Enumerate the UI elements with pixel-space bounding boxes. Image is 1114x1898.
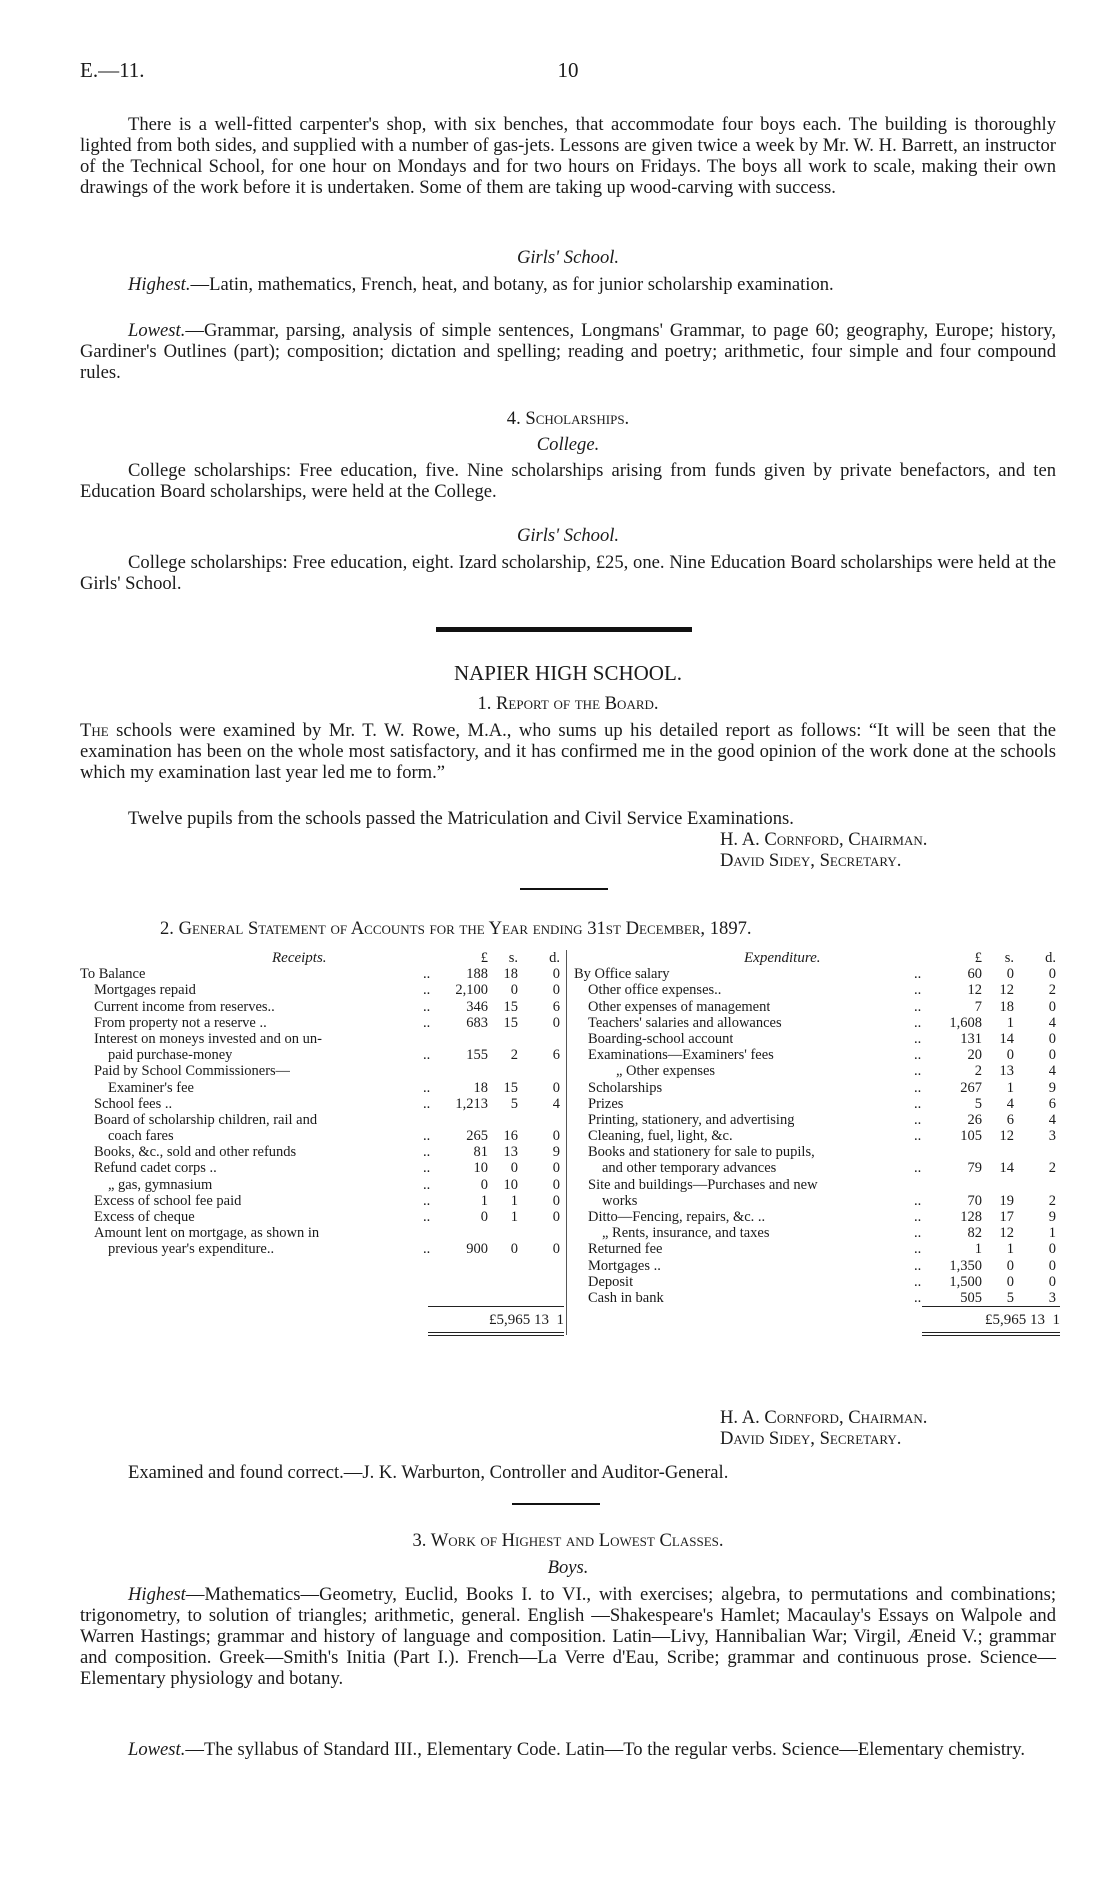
scholarships-heading: 4. Scholarships. — [506, 408, 630, 429]
receipts-row-pounds: 265 — [466, 1128, 488, 1145]
expenditure-row-pounds: 79 — [967, 1160, 982, 1177]
receipts-row — [80, 1209, 560, 1225]
receipts-row — [80, 1225, 560, 1241]
expenditure-row-label: Examinations—Examiners' fees — [588, 1047, 774, 1064]
twelve-pupils-paragraph: Twelve pupils from the schools passed the Matriculation and Civil Service Examinations. — [128, 808, 794, 829]
expenditure-row-leader: .. — [914, 1225, 922, 1242]
receipts-row-pence: 0 — [552, 1241, 560, 1258]
expenditure-row-pence: 0 — [1048, 1273, 1056, 1290]
receipts-row — [80, 1193, 560, 1209]
secretary-signature-2: David Sidey, Secretary. — [720, 1428, 902, 1449]
expenditure-row — [574, 1193, 1058, 1209]
lowest-label-2: Lowest. — [128, 1739, 186, 1760]
expenditure-row — [574, 1128, 1058, 1144]
expenditure-row-pence: 4 — [1048, 1063, 1056, 1080]
expenditure-row-label: „ Other expenses — [616, 1063, 716, 1080]
expenditure-row-pounds: 1,350 — [949, 1257, 982, 1274]
expenditure-row-leader: .. — [914, 1047, 922, 1064]
receipts-row — [80, 1112, 560, 1128]
highest-label-2: Highest — [128, 1584, 186, 1605]
expenditure-row-shillings: 12 — [999, 1225, 1014, 1242]
receipts-row-label: paid purchase-money — [108, 1047, 233, 1064]
expenditure-row-leader: .. — [914, 982, 922, 999]
expenditure-row-leader: .. — [914, 1289, 922, 1306]
expenditure-row-pounds: 70 — [967, 1192, 982, 1209]
receipts-row-leader: .. — [423, 1176, 431, 1193]
receipts-row — [80, 1031, 560, 1047]
receipts-row-leader: .. — [423, 966, 431, 983]
expenditure-row — [574, 1241, 1058, 1257]
receipts-row-label: Excess of school fee paid — [94, 1192, 242, 1209]
receipts-row-leader: .. — [423, 1192, 431, 1209]
expenditure-row-leader: .. — [914, 1030, 922, 1047]
receipts-heading: Receipts. — [272, 950, 327, 966]
expenditure-total-rule — [922, 1306, 1060, 1307]
expenditure-row-label: Ditto—Fencing, repairs, &c. .. — [588, 1209, 766, 1225]
work-heading: 3. Work of Highest and Lowest Classes. — [412, 1530, 724, 1551]
receipts-heading-row — [80, 950, 560, 966]
expenditure-row-leader: .. — [914, 1014, 922, 1031]
expenditure-row-leader: .. — [914, 966, 922, 983]
lowest-text: —Grammar, parsing, analysis of simple sentences, Longmans' Grammar, to page 60; geography, Europe; history, Gardiner's Outlines (part); composition; dictation and spelling; reading and poetry; arithmetic, four simple and four compound rules. — [80, 320, 1056, 383]
expenditure-row-pence: 2 — [1048, 982, 1056, 999]
expenditure-col-pounds: £ — [974, 950, 982, 966]
expenditure-row — [574, 1080, 1058, 1096]
expenditure-row-pence: 4 — [1048, 1111, 1056, 1128]
secretary-signature: David Sidey, Secretary. — [720, 850, 902, 871]
expenditure-row-pence: 2 — [1048, 1192, 1056, 1209]
receipts-row-label: Mortgages repaid — [94, 982, 196, 999]
page-code: E.—11. — [80, 58, 145, 82]
expenditure-row-shillings: 13 — [999, 1063, 1014, 1080]
expenditure-row-pounds: 505 — [960, 1289, 982, 1306]
receipts-row — [80, 982, 560, 998]
expenditure-row-shillings: 0 — [1006, 1273, 1014, 1290]
expenditure-row-pounds: 5 — [974, 1095, 982, 1112]
expenditure-total: £5,965 13 1 — [985, 1312, 1060, 1328]
accounts-heading-text: 2. General Statement of Accounts for the Year ending 31st December, 1897. — [160, 918, 752, 939]
expenditure-row-leader: .. — [914, 1257, 922, 1274]
receipts-row — [80, 966, 560, 982]
expenditure-row-pence: 0 — [1048, 1030, 1056, 1047]
expenditure-row — [574, 1144, 1058, 1160]
expenditure-row-shillings: 1 — [1006, 1079, 1014, 1096]
receipts-row-shillings: 5 — [510, 1095, 518, 1112]
receipts-row — [80, 1160, 560, 1176]
expenditure-row-label: works — [602, 1192, 638, 1209]
receipts-total-rule — [428, 1306, 564, 1307]
expenditure-row — [574, 1031, 1058, 1047]
receipts-row-shillings: 15 — [503, 1014, 518, 1031]
expenditure-row-pence: 4 — [1048, 1014, 1056, 1031]
expenditure-row-label: Boarding-school account — [588, 1030, 734, 1047]
receipts-table — [80, 950, 564, 1328]
receipts-row-label: To Balance — [80, 966, 146, 983]
expenditure-row-shillings: 0 — [1006, 1257, 1014, 1274]
receipts-row-pounds: 10 — [473, 1160, 488, 1177]
expenditure-total-double-rule — [922, 1335, 1060, 1336]
expenditure-row-pence: 9 — [1048, 1079, 1056, 1096]
table-divider — [566, 950, 567, 1335]
expenditure-row — [574, 966, 1058, 982]
expenditure-row-pounds: 1 — [974, 1241, 982, 1258]
receipts-row-pounds: 0 — [480, 1176, 488, 1193]
expenditure-row — [574, 1258, 1058, 1274]
expenditure-row-label: Cleaning, fuel, light, &c. — [588, 1128, 733, 1145]
receipts-row-pence: 0 — [552, 1128, 560, 1145]
expenditure-row-label: Returned fee — [588, 1241, 663, 1258]
expenditure-row-label: Prizes — [588, 1095, 624, 1112]
expenditure-row-pounds: 26 — [967, 1111, 982, 1128]
expenditure-heading-row — [574, 950, 1058, 966]
receipts-col-shillings: s. — [508, 950, 518, 966]
highest-label: Highest. — [128, 274, 191, 295]
expenditure-row-pence: 0 — [1048, 1241, 1056, 1258]
college-scholarships-paragraph: College scholarships: Free education, five. Nine scholarships arising from funds given by private benefactors, and ten Education Board scholarships, were held at the College. — [80, 460, 1056, 502]
expenditure-row-pounds: 105 — [960, 1128, 982, 1145]
receipts-row-pounds: 1,213 — [455, 1095, 488, 1112]
report-paragraph — [80, 720, 1056, 783]
boys-highest-paragraph — [80, 1584, 1056, 1689]
expenditure-row-shillings: 18 — [999, 998, 1014, 1015]
receipts-row-pounds: 188 — [466, 966, 488, 983]
receipts-row-leader: .. — [423, 1160, 431, 1177]
expenditure-row-label: Books and stationery for sale to pupils, — [588, 1144, 815, 1161]
receipts-row — [80, 1015, 560, 1031]
receipts-row — [80, 1241, 560, 1257]
expenditure-row-label: Deposit — [588, 1273, 634, 1290]
expenditure-row-leader: .. — [914, 998, 922, 1015]
receipts-row-leader: .. — [423, 998, 431, 1015]
receipts-row-shillings: 16 — [503, 1128, 518, 1145]
expenditure-row — [574, 1177, 1058, 1193]
expenditure-row-pounds: 60 — [967, 966, 982, 983]
expenditure-row — [574, 1015, 1058, 1031]
expenditure-row-shillings: 0 — [1006, 1047, 1014, 1064]
expenditure-row-pence: 1 — [1048, 1225, 1056, 1242]
receipts-row-shillings: 15 — [503, 998, 518, 1015]
receipts-row-pounds: 0 — [480, 1209, 488, 1225]
receipts-row-label: Interest on moneys invested and on un- — [94, 1030, 322, 1047]
expenditure-row-pounds: 82 — [967, 1225, 982, 1242]
expenditure-row-shillings: 0 — [1006, 966, 1014, 983]
receipts-row-pounds: 1 — [480, 1192, 488, 1209]
expenditure-row — [574, 1063, 1058, 1079]
expenditure-row-label: Other office expenses.. — [588, 982, 722, 999]
receipts-row-pounds: 2,100 — [455, 982, 488, 999]
expenditure-row-pence: 2 — [1048, 1160, 1056, 1177]
signature-block-1 — [720, 829, 927, 871]
receipts-row — [80, 1144, 560, 1160]
expenditure-row-leader: .. — [914, 1079, 922, 1096]
receipts-row-label: coach fares — [108, 1128, 174, 1145]
receipts-total: £5,965 13 1 — [489, 1312, 564, 1328]
receipts-row-shillings: 2 — [510, 1047, 518, 1064]
expenditure-row-leader: .. — [914, 1209, 922, 1225]
receipts-row-pence: 0 — [552, 1176, 560, 1193]
expenditure-row-leader: .. — [914, 1160, 922, 1177]
receipts-row-pounds: 81 — [473, 1144, 488, 1161]
expenditure-row-leader: .. — [914, 1128, 922, 1145]
highest-text-2: —Mathematics—Geometry, Euclid, Books I. to VI., with exercises; algebra, to permutations and combinations; trigonometry, to solution of triangles; arithmetic, general. English —Shakespeare's Hamlet; Macaulay's Essays on Walpole and Warren Hastings; grammar and history of language and composition. Latin—Livy, Hannibalian War; Virgil, Æneid V.; grammar and composition. Greek—Smith's Initia (Part I.). French—La Verre d'Eau, Scribe; grammar and continuous prose. Science—Elementary physiology and botany. — [80, 1584, 1056, 1689]
expenditure-row-leader: .. — [914, 1095, 922, 1112]
expenditure-row-label: Scholarships — [588, 1079, 663, 1096]
receipts-row — [80, 1096, 560, 1112]
signature-block-2 — [720, 1407, 927, 1449]
receipts-row-leader: .. — [423, 1144, 431, 1161]
expenditure-row-pence: 0 — [1048, 966, 1056, 983]
expenditure-row-shillings: 12 — [999, 982, 1014, 999]
expenditure-row-shillings: 14 — [999, 1030, 1014, 1047]
receipts-row-label: previous year's expenditure.. — [108, 1241, 275, 1258]
receipts-row-shillings: 0 — [510, 1160, 518, 1177]
expenditure-row-label: „ Rents, insurance, and taxes — [602, 1225, 770, 1242]
receipts-row-pence: 0 — [552, 1079, 560, 1096]
receipts-row-label: Amount lent on mortgage, as shown in — [94, 1225, 320, 1242]
receipts-row-shillings: 1 — [510, 1209, 518, 1225]
accounts-heading — [160, 918, 1060, 939]
expenditure-row-pence: 0 — [1048, 1257, 1056, 1274]
report-text: schools were examined by Mr. T. W. Rowe, M.A., who sums up his detailed report as follows: “It will be seen that the examination has been on the whole most satisfactory, and it has confirmed me in the good opinion of the work done at the schools which my examination last year led me to form.” — [80, 720, 1056, 783]
carpenter-shop-paragraph: There is a well-fitted carpenter's shop, with six benches, that accommodate four boys each. The building is thoroughly lighted from both sides, and supplied with a number of gas-jets. Lessons are given twice a week by Mr. W. H. Barrett, an instructor of the Technical School, for one hour on Mondays and for two hours on Fridays. The boys all work to scale, making their own drawings of the work before it is undertaken. Some of them are taking up wood-carving with success. — [80, 114, 1056, 198]
receipts-col-pence: d. — [549, 950, 560, 966]
expenditure-row-pounds: 1,500 — [949, 1273, 982, 1290]
lowest-text-2: —The syllabus of Standard III., Elementary Code. Latin—To the regular verbs. Science—Elementary chemistry. — [185, 1739, 1025, 1760]
expenditure-row-leader: .. — [914, 1111, 922, 1128]
receipts-row-pence: 0 — [552, 1192, 560, 1209]
expenditure-row — [574, 1209, 1058, 1225]
receipts-row-leader: .. — [423, 1047, 431, 1064]
receipts-row-shillings: 15 — [503, 1079, 518, 1096]
expenditure-row-label: By Office salary — [574, 966, 670, 983]
receipts-row — [80, 1080, 560, 1096]
girls-school-heading-2: Girls' School. — [516, 525, 620, 546]
expenditure-row — [574, 1112, 1058, 1128]
receipts-row-label: Examiner's fee — [108, 1079, 194, 1096]
expenditure-row — [574, 999, 1058, 1015]
receipts-row-label: From property not a reserve .. — [94, 1014, 267, 1031]
expenditure-row-pence: 3 — [1048, 1289, 1056, 1306]
expenditure-row-label: Mortgages .. — [588, 1257, 661, 1274]
boys-lowest-paragraph — [80, 1739, 1056, 1760]
expenditure-row — [574, 1160, 1058, 1176]
expenditure-row-pounds: 7 — [974, 998, 982, 1015]
receipts-row-label: Refund cadet corps .. — [94, 1160, 217, 1177]
expenditure-row-label: Printing, stationery, and advertising — [588, 1111, 795, 1128]
page-header — [80, 58, 1056, 88]
receipts-col-pounds: £ — [480, 950, 488, 966]
short-divider-2 — [512, 1503, 600, 1505]
expenditure-row-leader: .. — [914, 1192, 922, 1209]
expenditure-row — [574, 982, 1058, 998]
short-divider — [520, 888, 608, 890]
expenditure-row-pence: 9 — [1048, 1209, 1056, 1225]
expenditure-row-shillings: 1 — [1006, 1014, 1014, 1031]
receipts-row-label: Paid by School Commissioners— — [94, 1063, 291, 1080]
receipts-row — [80, 1047, 560, 1063]
receipts-row-shillings: 13 — [503, 1144, 518, 1161]
report-lead: The — [80, 720, 109, 741]
expenditure-row-label: Other expenses of management — [588, 998, 771, 1015]
receipts-row-pence: 6 — [552, 998, 560, 1015]
receipts-row — [80, 999, 560, 1015]
girls-lowest-paragraph — [80, 320, 1056, 383]
expenditure-row-pence: 0 — [1048, 998, 1056, 1015]
receipts-row — [80, 1177, 560, 1193]
receipts-row-pounds: 155 — [466, 1047, 488, 1064]
chairman-signature-2: H. A. Cornford, Chairman. — [720, 1407, 928, 1428]
expenditure-row-pounds: 128 — [960, 1209, 982, 1225]
receipts-row-pence: 0 — [552, 966, 560, 983]
expenditure-row-leader: .. — [914, 1273, 922, 1290]
receipts-row-pence: 0 — [552, 982, 560, 999]
receipts-row — [80, 1063, 560, 1079]
expenditure-col-pence: d. — [1045, 950, 1056, 966]
receipts-row-label: Current income from reserves.. — [94, 998, 275, 1015]
receipts-row-pence: 6 — [552, 1047, 560, 1064]
napier-title: NAPIER HIGH SCHOOL. — [453, 661, 683, 685]
expenditure-row-pounds: 2 — [974, 1063, 982, 1080]
receipts-row-pounds: 18 — [473, 1079, 488, 1096]
chairman-signature: H. A. Cornford, Chairman. — [720, 829, 928, 850]
receipts-row-leader: .. — [423, 1014, 431, 1031]
receipts-row-leader: .. — [423, 1241, 431, 1258]
expenditure-row-leader: .. — [914, 1241, 922, 1258]
expenditure-total-double-rule — [922, 1332, 1060, 1333]
receipts-row-leader: .. — [423, 982, 431, 999]
receipts-row-pence: 4 — [552, 1095, 560, 1112]
receipts-row — [80, 1128, 560, 1144]
receipts-row-pounds: 683 — [466, 1014, 488, 1031]
expenditure-row-label: Site and buildings—Purchases and new — [588, 1176, 818, 1193]
expenditure-row-pounds: 267 — [960, 1079, 982, 1096]
expenditure-table — [574, 950, 1060, 1328]
receipts-row-leader: .. — [423, 1209, 431, 1225]
expenditure-row-shillings: 5 — [1006, 1289, 1014, 1306]
expenditure-heading: Expenditure. — [744, 950, 821, 966]
girls-scholarships-paragraph: College scholarships: Free education, eight. Izard scholarship, £25, one. Nine Education Board scholarships were held at the Girls' School. — [80, 552, 1056, 594]
lowest-label: Lowest. — [128, 320, 186, 341]
receipts-total-double-rule — [428, 1335, 564, 1336]
receipts-row-pence: 0 — [552, 1014, 560, 1031]
receipts-row-pounds: 346 — [466, 998, 488, 1015]
receipts-row-label: School fees .. — [94, 1095, 173, 1112]
receipts-row-pence: 9 — [552, 1144, 560, 1161]
receipts-row-shillings: 18 — [503, 966, 518, 983]
expenditure-row — [574, 1047, 1058, 1063]
receipts-row-label: Board of scholarship children, rail and — [94, 1111, 318, 1128]
receipts-row-pence: 0 — [552, 1160, 560, 1177]
expenditure-row-leader: .. — [914, 1063, 922, 1080]
expenditure-row-shillings: 17 — [999, 1209, 1014, 1225]
examined-paragraph: Examined and found correct.—J. K. Warburton, Controller and Auditor-General. — [128, 1462, 729, 1483]
receipts-row-label: Books, &c., sold and other refunds — [94, 1144, 297, 1161]
highest-text: —Latin, mathematics, French, heat, and botany, as for junior scholarship examination. — [190, 274, 834, 295]
receipts-row-shillings: 0 — [510, 1241, 518, 1258]
expenditure-row-pounds: 12 — [967, 982, 982, 999]
receipts-row-leader: .. — [423, 1095, 431, 1112]
expenditure-row-shillings: 12 — [999, 1128, 1014, 1145]
expenditure-row-pounds: 1,608 — [949, 1014, 982, 1031]
expenditure-row-pence: 6 — [1048, 1095, 1056, 1112]
receipts-row-shillings: 0 — [510, 982, 518, 999]
expenditure-row-shillings: 6 — [1006, 1111, 1014, 1128]
expenditure-row-shillings: 1 — [1006, 1241, 1014, 1258]
expenditure-col-shillings: s. — [1004, 950, 1014, 966]
report-heading: 1. Report of the Board. — [477, 693, 659, 714]
section-divider — [436, 627, 692, 632]
receipts-row-leader: .. — [423, 1128, 431, 1145]
expenditure-row — [574, 1096, 1058, 1112]
boys-heading: Boys. — [547, 1557, 589, 1578]
expenditure-row-pounds: 131 — [960, 1030, 982, 1047]
receipts-row-label: „ gas, gymnasium — [108, 1176, 213, 1193]
expenditure-row-pence: 3 — [1048, 1128, 1056, 1145]
page-number: 10 — [557, 58, 579, 82]
expenditure-row-label: Cash in bank — [588, 1289, 664, 1306]
receipts-total-double-rule — [428, 1332, 564, 1333]
girls-highest-paragraph — [80, 274, 1056, 295]
receipts-row-label: Excess of cheque — [94, 1209, 195, 1225]
receipts-row-pounds: 900 — [466, 1241, 488, 1258]
expenditure-row-label: and other temporary advances — [602, 1160, 777, 1177]
expenditure-row-pence: 0 — [1048, 1047, 1056, 1064]
expenditure-row-shillings: 14 — [999, 1160, 1014, 1177]
expenditure-row — [574, 1274, 1058, 1290]
expenditure-row-pounds: 20 — [967, 1047, 982, 1064]
expenditure-row — [574, 1290, 1058, 1306]
expenditure-row-shillings: 19 — [999, 1192, 1014, 1209]
receipts-row-shillings: 1 — [510, 1192, 518, 1209]
expenditure-row-shillings: 4 — [1006, 1095, 1014, 1112]
expenditure-row-label: Teachers' salaries and allowances — [588, 1014, 782, 1031]
college-heading: College. — [536, 434, 600, 455]
receipts-row-pence: 0 — [552, 1209, 560, 1225]
expenditure-row — [574, 1225, 1058, 1241]
receipts-row-shillings: 10 — [503, 1176, 518, 1193]
girls-school-heading: Girls' School. — [516, 247, 620, 268]
receipts-row-leader: .. — [423, 1079, 431, 1096]
